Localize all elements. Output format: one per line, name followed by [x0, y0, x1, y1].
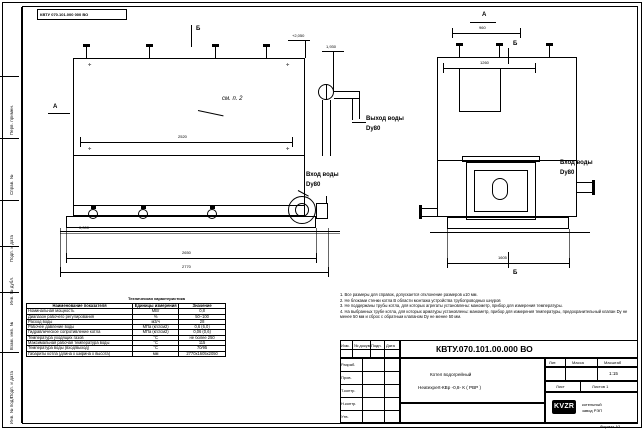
roles-sep-1	[340, 371, 400, 372]
spec-cell-name: Температура воды (вход/выход)	[27, 346, 133, 351]
company-line2: завод РЭП	[582, 408, 603, 413]
valve-symbol-3	[207, 209, 217, 219]
boiler-base-line	[73, 205, 305, 206]
spec-cell-unit: %	[133, 314, 179, 319]
view-letter-a-right: А	[482, 12, 487, 18]
front-top-nozzle-2-stem	[499, 46, 500, 57]
spec-cell-unit: м3/ч	[133, 319, 179, 324]
elevation-zero-label: 0,000	[79, 225, 90, 230]
spec-cell-name: Диапазон рабочего регулирования	[27, 314, 133, 319]
outlet-stack-left	[322, 100, 323, 156]
designation-text: КВТУ.070.101.00.000 ВО	[436, 344, 533, 354]
spec-table	[26, 303, 226, 357]
note-item-2: 2. Не блоками стенки котла В области монтажа устройства трубопроводных шнуров	[340, 297, 501, 303]
spec-table-title: Техническая характеристика	[128, 296, 185, 301]
view-letter-a-left: А	[53, 104, 58, 110]
revision-grid-line-v3	[384, 340, 385, 358]
front-view-top-panel	[459, 68, 501, 112]
dim-2520-tick-r	[292, 137, 293, 147]
lit-header-v2	[597, 358, 598, 367]
dim-2520-line	[80, 142, 292, 143]
dim-1260-tick-l	[443, 63, 444, 73]
water-in-right-dn: Dy80	[560, 170, 575, 176]
front-door-opening	[492, 178, 508, 200]
spec-cell-name: Максимальная рабочая температура воды	[27, 341, 133, 346]
ext-line-3	[60, 228, 61, 274]
water-in-right-label: Вход воды	[560, 160, 593, 166]
boiler-internal-line	[73, 155, 305, 156]
margin-label-invdubl: Инв. № дубл.	[9, 276, 14, 305]
margin-label-podp1: Подп. и дата	[9, 234, 14, 262]
product-bottom-cell	[400, 403, 545, 423]
dim-2520-label: 2520	[178, 134, 187, 139]
mass-label: Масса	[572, 360, 584, 365]
outlet-pipe-bottom	[334, 98, 360, 99]
front-ground-line	[430, 232, 590, 233]
margin-label-perv: Перв. примен.	[9, 104, 14, 135]
front-skid-frame	[447, 217, 569, 229]
front-left-pipe-bottom	[422, 216, 438, 217]
spec-cell-unit: МПа (кгс/см2)	[133, 330, 179, 335]
note-item-4: 4. На выбранных трубе котла, для которых арматуры установлены: манометр, прибор для измерения температуры, предохранительный клапан Dy не менее 50 мм и сброс с обратным клапаном Dy не менее 50 мм.	[340, 308, 628, 320]
water-out-label: Выход воды	[366, 116, 404, 122]
burner-motor-box	[316, 203, 328, 219]
margin-label-invpodl: Инв. № подл.	[9, 395, 14, 424]
spec-cell-name: Рабочее давление воды	[27, 325, 133, 330]
roles-col-v1	[362, 358, 363, 423]
product-name-cell	[400, 358, 545, 403]
margin-label-podp2: Подп. и дата	[9, 370, 14, 398]
dim-1260-tick-r	[535, 63, 536, 73]
spec-cell-name: Гидравлическое сопротивление котла	[27, 330, 133, 335]
section-line-b-right-bottom	[508, 252, 509, 268]
scale-value: 1:15	[609, 371, 618, 376]
outlet-stack-right	[330, 100, 331, 156]
section-line-a-right	[470, 22, 496, 23]
water-out-leader	[352, 122, 366, 123]
lit-value-v1	[565, 367, 566, 381]
top-nozzle-1-stem	[86, 47, 87, 58]
water-in-left-dn: Dy80	[306, 182, 321, 188]
roles-sep-0	[340, 358, 400, 359]
ext-line-2	[316, 228, 317, 260]
cross-mark-3: ✛	[88, 146, 92, 151]
top-nozzle-2-stem	[149, 47, 150, 58]
role-label-razrab: Разраб.	[341, 362, 356, 367]
role-label-nkontr: Н.контр.	[341, 401, 357, 406]
spec-cell-name: Габариты котла (длина х ширина х высота)	[27, 351, 133, 356]
sheets-label: Листов 1	[592, 384, 609, 389]
cross-mark-2: ✛	[286, 62, 290, 67]
company-logo-text: KVZR	[554, 403, 575, 410]
dim-2520-tick-l	[80, 137, 81, 147]
margin-label-vzam: Взам. инв. №	[9, 321, 14, 350]
dim-2770-line	[60, 272, 328, 273]
rev-col-podp: Подп.	[371, 343, 382, 348]
sheet-label: Лист	[556, 384, 565, 389]
outlet-pipe-down-b	[352, 98, 353, 120]
spec-cell-value: 2770х1605х2050	[179, 351, 226, 356]
spec-cell-value: 50–100	[179, 314, 226, 319]
lit-label: Лит.	[549, 360, 557, 365]
lit-value-v2	[597, 367, 598, 381]
valve-symbol-2	[138, 209, 148, 219]
section-line-b	[191, 25, 192, 47]
outlet-flange-axis	[326, 84, 327, 100]
view-letter-b-left: Б	[196, 26, 201, 32]
boiler-skid-frame	[66, 216, 316, 228]
front-right-flange	[592, 180, 595, 195]
roles-sep-2	[340, 384, 400, 385]
view-letter-b-right-top: Б	[513, 41, 518, 47]
dim-2770-label: 2770	[182, 264, 191, 269]
dim-960-tick-r	[520, 28, 521, 38]
product-name-text: Котел водогрейный	[430, 372, 472, 377]
note-callout-text: см. п. 2	[222, 96, 243, 102]
dim-1605-line	[447, 263, 569, 264]
burner-fan-inner	[295, 203, 309, 217]
spec-row	[27, 351, 226, 356]
front-door-top-flange	[462, 156, 540, 162]
elevation-small-tick	[333, 51, 334, 91]
ground-line-2	[60, 233, 340, 234]
spec-cell-unit: МПа (кгс/см2)	[133, 325, 179, 330]
margin-cell	[0, 7, 19, 77]
water-in-left-label: Вход воды	[306, 172, 339, 178]
spec-cell-value: не более 250	[179, 335, 226, 340]
company-line1: котельный	[582, 402, 602, 407]
spec-header-value: Значение	[179, 304, 226, 309]
dim-960-line	[452, 33, 520, 34]
outlet-pipe-top	[334, 91, 360, 92]
rev-col-data: Дата	[386, 343, 395, 348]
revision-grid-line-v1	[352, 340, 353, 358]
elevation-top-tick	[305, 40, 306, 58]
cross-mark-4: ✛	[286, 146, 290, 151]
spec-cell-value: 0,06 (0,6)	[179, 330, 226, 335]
front-ext-line-1	[447, 229, 448, 265]
section-line-a	[48, 113, 70, 114]
roles-col-v2	[384, 358, 385, 423]
spec-cell-value: 28	[179, 319, 226, 324]
dim-1605-label: 1605	[498, 255, 507, 260]
roles-sep-3	[340, 397, 400, 398]
spec-cell-name: Расход воды	[27, 319, 133, 324]
dim-1260-line	[443, 68, 535, 69]
product-sub-text: Heatexpert-КВр -0,8- К ( РВР )	[418, 385, 482, 390]
boiler-body-outline	[73, 58, 305, 216]
roles-sep-4	[340, 410, 400, 411]
burner-bracket	[326, 196, 327, 204]
front-top-nozzle-3-stem	[549, 46, 550, 57]
spec-cell-value: 0,6 (6,0)	[179, 325, 226, 330]
spec-cell-unit: °С	[133, 335, 179, 340]
ext-line-1	[66, 228, 67, 260]
scale-label: Масштаб	[604, 360, 622, 365]
spec-header-unit: Единицы измерения	[133, 304, 179, 309]
lit-header-v1	[565, 358, 566, 367]
dim-960-tick-l	[452, 28, 453, 38]
spec-cell-name: Номинальная мощность	[27, 309, 133, 314]
spec-header-name: Наименование показателя	[27, 304, 133, 309]
spec-cell-name: Температура уходящих газов	[27, 335, 133, 340]
top-designation-text: КВТУ 070.101.000 000 ВО	[40, 11, 89, 17]
lit-header-row	[545, 358, 638, 367]
spec-cell-unit: мм	[133, 351, 179, 356]
cross-mark-1: ✛	[88, 62, 92, 67]
note-item-1: 1. Все размеры для справок, допускается отклонение размеров ±10 мм.	[340, 292, 478, 297]
spec-cell-unit: °С	[133, 341, 179, 346]
elevation-top-label: +2,050	[292, 33, 305, 38]
spec-cell-value: 0,8	[179, 309, 226, 314]
valve-symbol-1	[88, 209, 98, 219]
top-nozzle-4-stem	[266, 47, 267, 58]
notes-block	[340, 292, 635, 320]
elevation-small-label: 1,930	[326, 44, 337, 49]
view-letter-b-right-bottom: Б	[513, 270, 518, 276]
dim-2650-line	[66, 258, 316, 259]
rev-col-doc: № докум.	[354, 343, 372, 348]
sheet-row-v	[580, 381, 581, 392]
spec-cell-unit: МВт	[133, 309, 179, 314]
ext-line-4	[328, 228, 329, 274]
ground-line	[60, 231, 340, 232]
dim-2650-label: 2650	[182, 250, 191, 255]
front-left-pipe-top	[422, 208, 438, 209]
rev-col-izm: Изм.	[341, 343, 350, 348]
dim-960-label: 960	[479, 25, 486, 30]
margin-label-sprav: Справ. №	[9, 174, 14, 195]
role-label-prov: Пров.	[341, 375, 352, 380]
spec-cell-unit: °С	[133, 346, 179, 351]
dim-1260-label: 1260	[480, 60, 489, 65]
lit-value-row	[545, 367, 638, 381]
role-label-tkontr: Т.контр.	[341, 388, 356, 393]
top-nozzle-3-stem	[215, 47, 216, 58]
elevation-top-line	[288, 40, 310, 41]
spec-cell-value: 70/95	[179, 346, 226, 351]
water-out-dn: Dy80	[366, 126, 381, 132]
front-top-nozzle-1-stem	[459, 46, 460, 57]
note-item-3: 3. Не поддержаны трубы котла, для которых агрегаты установлены: манометр, прибор для измерения температуры.	[340, 303, 563, 309]
spec-cell-value: 115	[179, 341, 226, 346]
role-label-utv: Утв.	[341, 414, 349, 419]
outlet-pipe-down-a	[359, 91, 360, 119]
format-label: Формат А3	[600, 424, 621, 429]
front-ext-line-2	[569, 229, 570, 265]
